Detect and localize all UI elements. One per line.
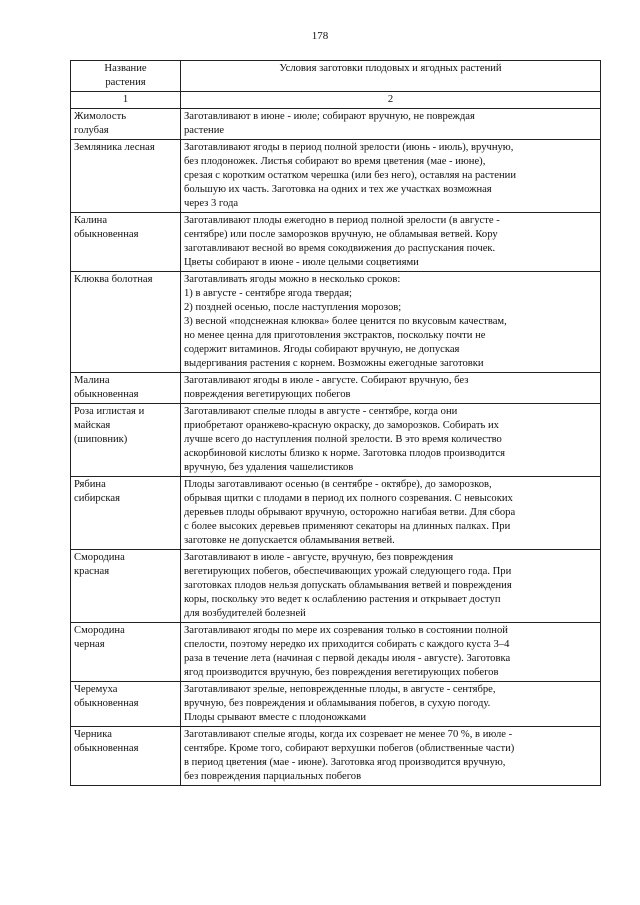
plant-name-line: обыкновенная [74,698,139,709]
plant-name-line: Жимолость [74,111,127,122]
harvest-conditions-line: без повреждения парциальных побегов [184,771,362,782]
harvest-conditions-line: вручную, без повреждения и обламывания побегов, в сухую погоду. [184,698,491,709]
plant-name-cell [71,550,181,623]
header-plant-name [71,61,181,92]
harvest-conditions-cell [181,109,601,140]
plant-name-cell [71,682,181,727]
harvest-conditions-line: заготавливают весной во время сокодвижения до распускания почек. [184,243,496,254]
plant-name-cell [71,140,181,213]
table-header-row [71,61,601,92]
table-body [71,109,601,786]
harvest-conditions-line: Заготавливают ягоды в июле - августе. Собирают вручную, без [184,375,469,386]
plant-name-cell [71,272,181,373]
harvest-conditions-line: вручную, без удаления чашелистиков [184,462,354,473]
plant-name-line: Калина [74,215,108,226]
plant-name-line: Смородина [74,552,125,563]
plant-name-cell [71,727,181,786]
harvest-conditions-line: Заготавливают в июле - августе, вручную, без повреждения [184,552,454,563]
plant-name-line: голубая [74,125,109,136]
plant-name-line: (шиповник) [74,434,128,445]
plant-name-cell [71,623,181,682]
plant-name-line: Роза иглистая и [74,406,145,417]
harvest-conditions-line: содержит витаминов. Ягоды собирают вручную, не допуская [184,344,460,355]
harvest-conditions-cell [181,727,601,786]
plant-name-line: майская [74,420,111,431]
harvest-conditions-line: Плоды срывают вместе с плодоножками [184,712,367,723]
harvest-conditions-line: для возбудителей болезней [184,608,306,619]
harvest-conditions-line: Заготавливают ягоды в период полной зрелости (июнь - июль), вручную, [184,142,514,153]
harvest-conditions-line: Заготавливать ягоды можно в несколько сроков: [184,274,401,285]
plant-name-cell [71,373,181,404]
plant-name-cell [71,404,181,477]
harvest-conditions-line: лучше всего до наступления полной зрелости. В это время количество [184,434,502,445]
harvest-conditions-line: аскорбиновой кислоты близко к норме. Заготовка плодов производится [184,448,506,459]
harvest-conditions-line: 3) весной «подснежная клюква» более ценится по вкусовым качествам, [184,316,507,327]
harvest-conditions-line: большую их часть. Заготовка на одних и тех же участках возможная [184,184,492,195]
table-row [71,404,601,477]
plant-name-line: Рябина [74,479,106,490]
harvest-conditions-line: через 3 года [184,198,239,209]
plant-name-cell [71,109,181,140]
harvest-conditions-cell [181,404,601,477]
harvest-conditions-line: вегетирующих побегов, обеспечивающих урожай следующего года. При [184,566,512,577]
plant-name-line: Земляника лесная [74,142,155,153]
harvest-conditions-line: растение [184,125,225,136]
harvest-conditions-line: заготовке не допускается обламывания ветвей. [184,535,395,546]
harvest-conditions-line: Заготавливают спелые плоды в августе - сентябре, когда они [184,406,458,417]
harvest-conditions-line: коры, поскольку это ведет к ослаблению растения и открывает доступ [184,594,501,605]
table-row [71,140,601,213]
harvest-conditions-line: 1) в августе - сентябре ягода твердая; [184,288,352,299]
harvest-conditions-line: повреждения вегетирующих побегов [184,389,351,400]
harvest-conditions-line: спелости, поэтому нередко их приходится собирать с каждого куста 3–4 [184,639,510,650]
harvest-conditions-line: сентябре) или после заморозков вручную, не обламывая ветвей. Кору [184,229,498,240]
harvest-conditions-line: Цветы собирают в июне - июле целыми соцветиями [184,257,419,268]
harvest-conditions-line: Заготавливают ягоды по мере их созревания только в состоянии полной [184,625,508,636]
harvest-conditions-line: без плодоножек. Листья собирают во время цветения (мае - июне), [184,156,486,167]
harvest-conditions-line: раза в течение лета (начиная с первой декады июля - августе). Заготовка [184,653,511,664]
plant-name-line: обыкновенная [74,743,139,754]
table-row [71,477,601,550]
harvest-conditions-line: обрывая щитки с плодами в период их полного созревания. С невысоких [184,493,513,504]
column-number-1: 1 [71,92,181,109]
plant-name-cell [71,477,181,550]
harvest-conditions-line: Заготавливают спелые ягоды, когда их созревает не менее 70 %, в июле - [184,729,513,740]
table-row [71,727,601,786]
harvest-conditions-line: выдергивания растения с корнем. Возможны ежегодные заготовки [184,358,484,369]
header-plant-name-line: Название [104,63,147,74]
table-row [71,623,601,682]
plant-name-cell [71,213,181,272]
plant-name-line: черная [74,639,105,650]
harvest-conditions-cell [181,682,601,727]
table-row [71,682,601,727]
harvest-conditions-line: деревьев плоды обрывают вручную, осторожно нагибая ветви. Для сбора [184,507,516,518]
harvest-conditions-line: Заготавливают зрелые, неповрежденные плоды, в августе - сентябре, [184,684,496,695]
header-plant-name-line: растения [105,77,146,88]
harvest-conditions-cell [181,140,601,213]
plant-name-line: Смородина [74,625,125,636]
plant-name-line: Черемуха [74,684,118,695]
table-row [71,550,601,623]
harvest-conditions-line: заготовках плодов нельзя допускать обламывания ветвей и повреждения [184,580,512,591]
harvest-conditions-cell [181,213,601,272]
harvest-conditions-line: приобретают оранжево-красную окраску, до заморозков. Собирать их [184,420,499,431]
harvest-conditions-line: но менее ценна для приготовления экстрактов, поскольку почти не [184,330,486,341]
plant-name-line: сибирская [74,493,120,504]
harvest-conditions-line: ягод производится вручную, без повреждения вегетирующих побегов [184,667,499,678]
column-number-2: 2 [181,92,601,109]
harvest-conditions-line: Плоды заготавливают осенью (в сентябре - октябре), до заморозков, [184,479,492,490]
column-number-row [71,92,601,109]
harvest-conditions-line: 2) поздней осенью, после наступления морозов; [184,302,402,313]
harvest-conditions-cell [181,477,601,550]
plant-name-line: Клюква болотная [74,274,153,285]
harvest-conditions-line: сентябре. Кроме того, собирают верхушки побегов (облиственные части) [184,743,515,754]
page-number: 178 [311,30,329,42]
harvest-conditions-cell [181,550,601,623]
harvest-conditions-cell [181,623,601,682]
plant-name-line: Черника [74,729,112,740]
plant-name-line: красная [74,566,110,577]
plant-name-line: Малина [74,375,110,386]
harvest-conditions-line: Заготавливают в июне - июле; собирают вручную, не повреждая [184,111,475,122]
table-row [71,213,601,272]
table-row [71,272,601,373]
harvest-conditions-cell [181,272,601,373]
harvest-conditions-line: срезая с коротким остатком черешка (или без него), оставляя на растении [184,170,517,181]
harvest-conditions-line: в период цветения (мае - июне). Заготовка ягод производится вручную, [184,757,506,768]
harvest-conditions-line: с более высоких деревьев применяют секаторы на длинных палках. При [184,521,511,532]
harvest-conditions-table [70,60,601,786]
harvest-conditions-cell [181,373,601,404]
harvest-conditions-line: Заготавливают плоды ежегодно в период полной зрелости (в августе - [184,215,500,226]
plant-name-line: обыкновенная [74,229,139,240]
header-conditions: Условия заготовки плодовых и ягодных растений [181,61,601,92]
table-row [71,109,601,140]
plant-name-line: обыкновенная [74,389,139,400]
table-row [71,373,601,404]
